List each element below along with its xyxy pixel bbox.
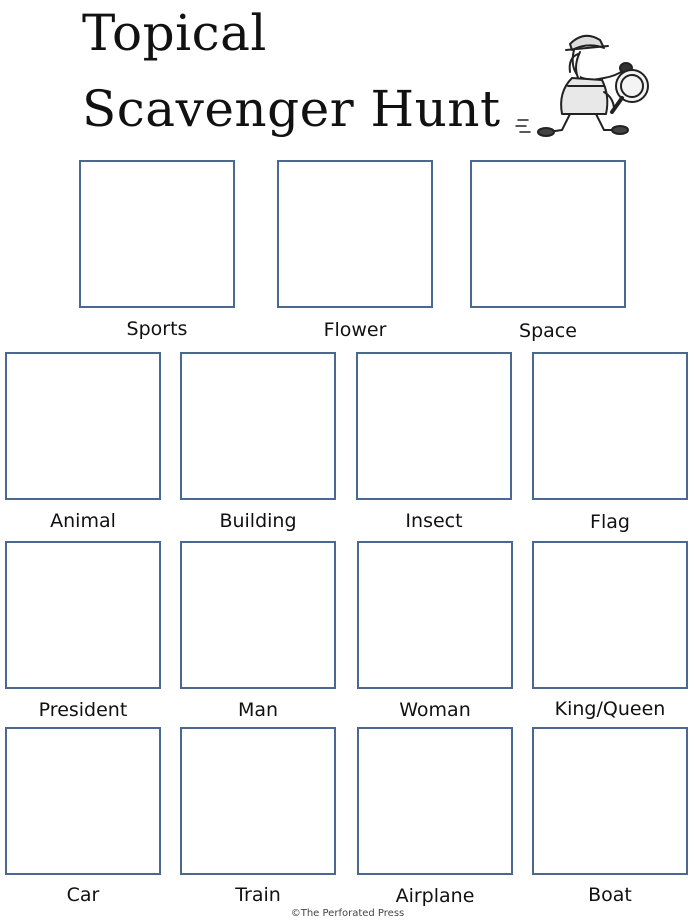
copyright-credit: ©The Perforated Press	[290, 908, 405, 919]
item-label-woman: Woman	[399, 699, 471, 721]
photo-box-sports[interactable]	[79, 160, 235, 308]
item-label-flag: Flag	[590, 511, 630, 533]
photo-box-president[interactable]	[5, 541, 161, 689]
photo-box-train[interactable]	[180, 727, 336, 875]
page-title-line2: Scavenger Hunt	[82, 80, 501, 138]
item-label-boat: Boat	[588, 884, 632, 906]
item-label-animal: Animal	[50, 510, 116, 532]
photo-box-insect[interactable]	[356, 352, 512, 500]
item-label-train: Train	[235, 884, 281, 906]
photo-box-building[interactable]	[180, 352, 336, 500]
item-label-man: Man	[237, 699, 279, 721]
item-label-sports: Sports	[126, 318, 188, 340]
item-label-insect: Insect	[405, 510, 463, 532]
photo-box-car[interactable]	[5, 727, 161, 875]
photo-box-animal[interactable]	[5, 352, 161, 500]
photo-box-boat[interactable]	[532, 727, 688, 875]
photo-box-flower[interactable]	[277, 160, 433, 308]
photo-box-woman[interactable]	[357, 541, 513, 689]
item-label-flower: Flower	[323, 319, 387, 341]
photo-box-flag[interactable]	[532, 352, 688, 500]
item-label-space: Space	[519, 320, 577, 342]
item-label-car: Car	[66, 884, 100, 906]
item-label-airplane: Airplane	[395, 885, 475, 907]
detective-dog-magnifier-icon	[508, 22, 658, 140]
page-title-line1: Topical	[82, 4, 267, 62]
item-label-king-queen: King/Queen	[554, 698, 666, 720]
item-label-president: President	[38, 699, 128, 721]
item-label-building: Building	[219, 510, 297, 532]
photo-box-space[interactable]	[470, 160, 626, 308]
photo-box-man[interactable]	[180, 541, 336, 689]
photo-box-airplane[interactable]	[357, 727, 513, 875]
photo-box-king-queen[interactable]	[532, 541, 688, 689]
